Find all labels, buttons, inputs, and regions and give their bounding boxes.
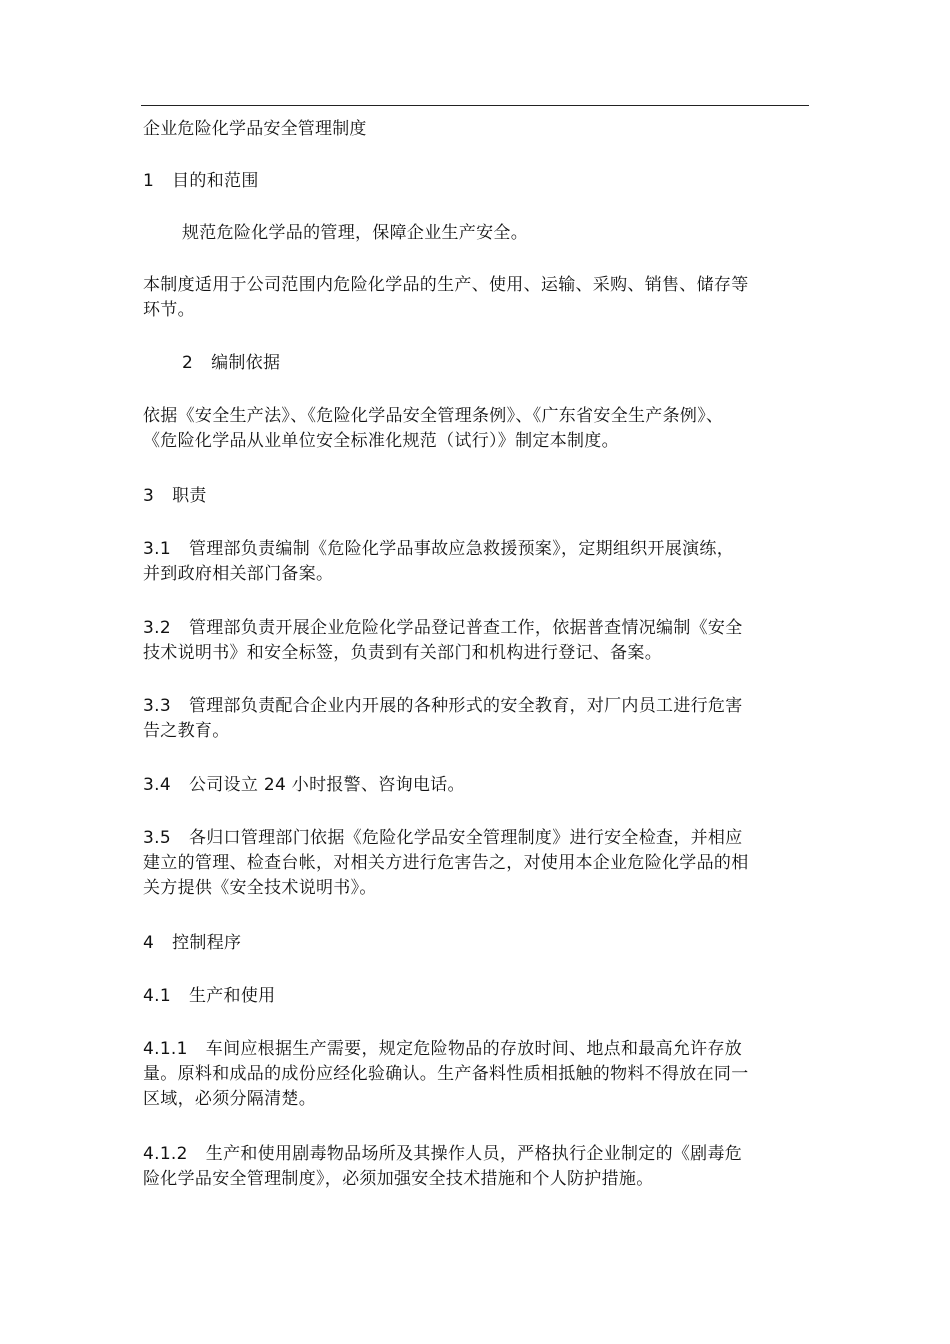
- paragraph-line: 量。原料和成品的成份应经化验确认。生产备料性质相抵触的物料不得放在同一: [143, 1064, 749, 1084]
- section-heading-text: 目的和范围: [172, 171, 259, 191]
- document-title: 企业危险化学品安全管理制度: [143, 119, 367, 139]
- section-number: 1: [143, 171, 155, 191]
- clause-4-1-heading: [143, 984, 809, 1009]
- section-2-heading: [182, 351, 848, 376]
- section-number: 4: [143, 933, 155, 953]
- paragraph-line: 险化学品安全管理制度》，必须加强安全技术措施和个人防护措施。: [143, 1169, 654, 1189]
- section-heading-text: 生产和使用: [188, 986, 276, 1006]
- section-number: 3: [143, 486, 155, 506]
- scope-paragraph: [143, 273, 809, 323]
- paragraph-line: 各归口管理部门依据《危险化学品安全管理制度》进行安全检查，并相应: [188, 828, 743, 848]
- paragraph-line: 关方提供《安全技术说明书》。: [143, 878, 377, 898]
- paragraph-line: 管理部负责编制《危险化学品事故应急救援预案》，定期组织开展演练，: [188, 539, 735, 559]
- paragraph-line: 规范危险化学品的管理，保障企业生产安全。: [182, 223, 528, 243]
- clause-number: 3.1: [143, 539, 171, 559]
- clause-number: 3.4: [143, 775, 171, 795]
- clause-3-3: [143, 694, 809, 744]
- clause-number: 4.1: [143, 986, 171, 1006]
- clause-3-5: [143, 826, 809, 901]
- basis-paragraph: [143, 404, 809, 454]
- paragraph-line: 《危险化学品从业单位安全标准化规范（试行）》制定本制度。: [143, 431, 619, 451]
- section-heading-text: 职责: [172, 486, 207, 506]
- paragraph-line: 本制度适用于公司范围内危险化学品的生产、使用、运输、采购、销售、储存等: [143, 275, 749, 295]
- clause-3-2: [143, 616, 809, 666]
- clause-number: 3.3: [143, 696, 171, 716]
- paragraph-line: 区域，必须分隔清楚。: [143, 1089, 316, 1109]
- paragraph-line: 告之教育。: [143, 721, 230, 741]
- section-number: 2: [182, 353, 194, 373]
- section-heading-text: 控制程序: [172, 933, 242, 953]
- clause-4-1-1: [143, 1037, 809, 1112]
- section-heading-text: 编制依据: [211, 353, 281, 373]
- clause-number: 3.2: [143, 618, 171, 638]
- paragraph-line: 生产和使用剧毒物品场所及其操作人员，严格执行企业制定的《剧毒危: [205, 1144, 743, 1164]
- clause-number: 4.1.2: [143, 1144, 188, 1164]
- paragraph-line: 并到政府相关部门备案。: [143, 564, 334, 584]
- paragraph-line: 车间应根据生产需要，规定危险物品的存放时间、地点和最高允许存放: [205, 1039, 743, 1059]
- section-3-heading: [143, 484, 809, 509]
- clause-3-1: [143, 537, 809, 587]
- purpose-paragraph: [182, 221, 848, 246]
- clause-3-4: [143, 773, 809, 798]
- paragraph-line: 依据《安全生产法》、《危险化学品安全管理条例》、《广东省安全生产条例》、: [143, 406, 724, 426]
- clause-number: 4.1.1: [143, 1039, 188, 1059]
- paragraph-line: 管理部负责配合企业内开展的各种形式的安全教育，对厂内员工进行危害: [188, 696, 743, 716]
- section-4-heading: [143, 931, 809, 956]
- clause-4-1-2: [143, 1142, 809, 1192]
- paragraph-line: 公司设立 24 小时报警、咨询电话。: [188, 775, 465, 795]
- paragraph-line: 建立的管理、检查台帐，对相关方进行危害告之，对使用本企业危险化学品的相: [143, 853, 749, 873]
- clause-number: 3.5: [143, 828, 171, 848]
- paragraph-line: 技术说明书》和安全标签，负责到有关部门和机构进行登记、备案。: [143, 643, 662, 663]
- paragraph-line: 环节。: [143, 300, 195, 320]
- section-1-heading: [143, 169, 809, 194]
- paragraph-line: 管理部负责开展企业危险化学品登记普查工作，依据普查情况编制《安全: [188, 618, 743, 638]
- header-rule: [141, 105, 809, 106]
